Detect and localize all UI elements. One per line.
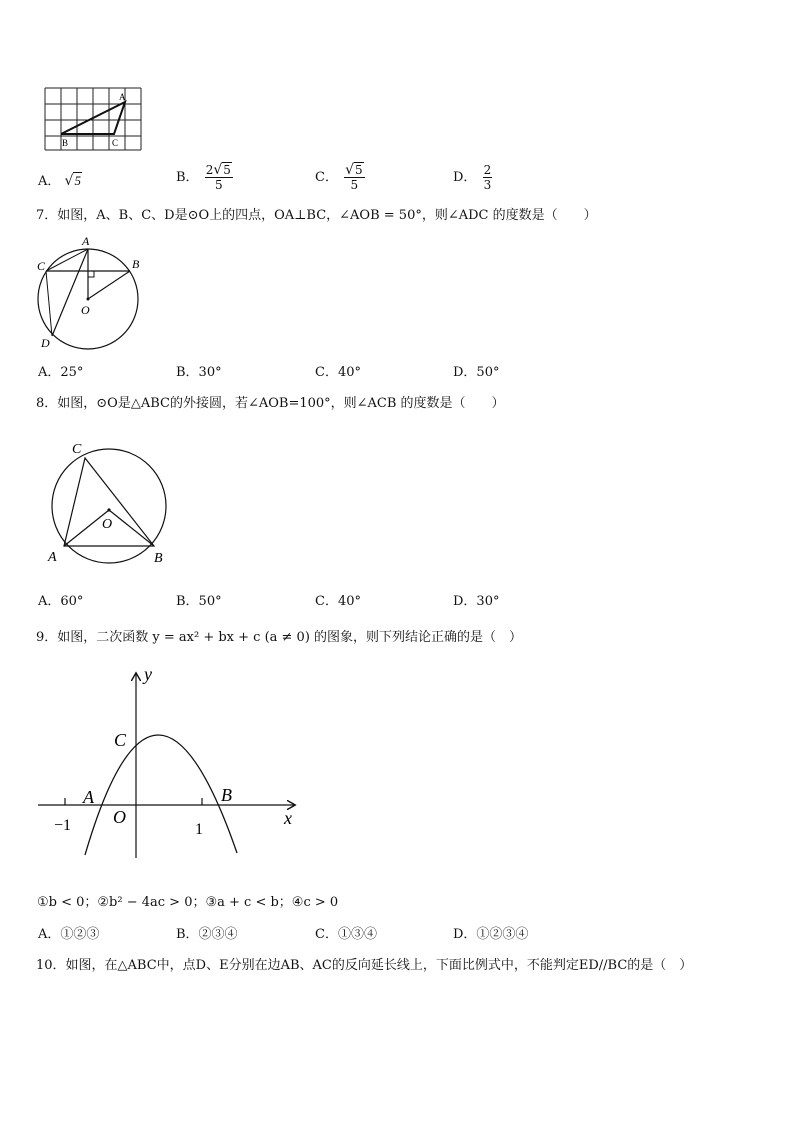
q9-statements: ①b < 0；②b² − 4ac > 0；③a + c < b；④c > 0 [37,895,339,910]
q9-label-y: y [144,664,152,684]
q7-center-dot [87,298,90,301]
q7-label-c: C [37,259,46,273]
radicand: 5 [223,163,231,177]
fraction: $\frac{√5}{5}$ [345,162,363,192]
q9-label-a: A [83,787,94,807]
q6-option-a [38,172,82,191]
q7-label-b: B [132,257,140,271]
q9-label-b: B [221,785,232,805]
q7-circle-figure [32,232,152,357]
q9-label-one: 1 [195,821,203,838]
denominator: 5 [214,178,223,192]
fraction: $\frac{2√5}{5}$ [205,162,231,192]
q6-option-d [453,163,492,192]
q7-option-d: D．50° [453,365,500,380]
q9-label-neg1: −1 [54,817,72,834]
option-letter: A． [38,174,61,189]
radicand: 5 [74,173,81,188]
q9-option-a: A．①②③ [38,927,100,942]
q7-label-o: O [81,303,90,317]
q7-option-b: B．30° [176,365,222,380]
q7-option-a: A．25° [38,365,84,380]
q8-option-c: C．40° [315,594,361,609]
denominator: 3 [483,178,492,192]
q9-label-c: C [114,730,127,750]
q8-label-c: C [72,442,82,457]
q7-segment-da [52,249,88,336]
q7-segment-ca [46,249,88,271]
q9-option-d: D．①②③④ [453,927,529,942]
q8-question-text: 8．如图，⊙O是△ABC的外接圆，若∠AOB=100°，则∠ACB 的度数是（ ） [36,396,505,411]
q8-label-o: O [102,517,113,532]
q9-question-text: 9．如图，二次函数 y = ax² + bx + c (a ≠ 0) 的图象，则下列结论正确的是（ ） [36,630,523,645]
q6-label-b: B [62,138,69,148]
option-letter: D． [453,170,477,185]
q8-center-dot [107,508,110,511]
q9-label-x: x [284,808,292,828]
radicand: 5 [355,163,363,177]
q7-segment-dc [46,271,52,336]
q8-label-b: B [154,551,163,566]
q9-option-c: C．①③④ [315,927,377,942]
q7-label-d: D [41,336,50,350]
q10-question-text: 10．如图，在△ABC中，点D、E分别在边AB、AC的反向延长线上，下面比例式中，不能判定ED//BC的是（ ） [36,958,693,973]
q8-option-d: D．30° [453,594,500,609]
q6-label-c: C [112,138,119,148]
option-letter: C． [315,170,338,185]
q9-label-o: O [113,807,126,827]
fraction [483,163,493,192]
q8-option-b: B．50° [176,594,222,609]
sqrt-symbol: √ [64,173,74,189]
q8-option-a: A．60° [38,594,84,609]
option-letter: B． [176,170,199,185]
q9-option-b: B．②③④ [176,927,238,942]
q9-parabola-figure [30,660,310,860]
q8-label-a: A [48,550,57,565]
q7-label-a: A [82,234,90,248]
q6-grid-figure [40,84,146,154]
q6-label-a: A [119,92,126,102]
parabola-curve [85,735,237,855]
num-coef: 2 [205,163,214,177]
denominator: 5 [350,178,359,192]
q7-question-text: 7．如图，A、B、C、D是⊙O上的四点，OA⊥BC，∠AOB = 50°，则∠ADC 的度数是（ ） [36,208,597,223]
q8-segment-ob [109,510,154,546]
q7-option-c: C．40° [315,365,361,380]
numerator: 2 [483,163,492,177]
q7-right-angle-mark [88,271,94,277]
q6-option-b [176,163,233,192]
q8-circle-figure [40,436,180,571]
q6-option-c [315,163,365,192]
q8-triangle-abc [64,458,154,546]
